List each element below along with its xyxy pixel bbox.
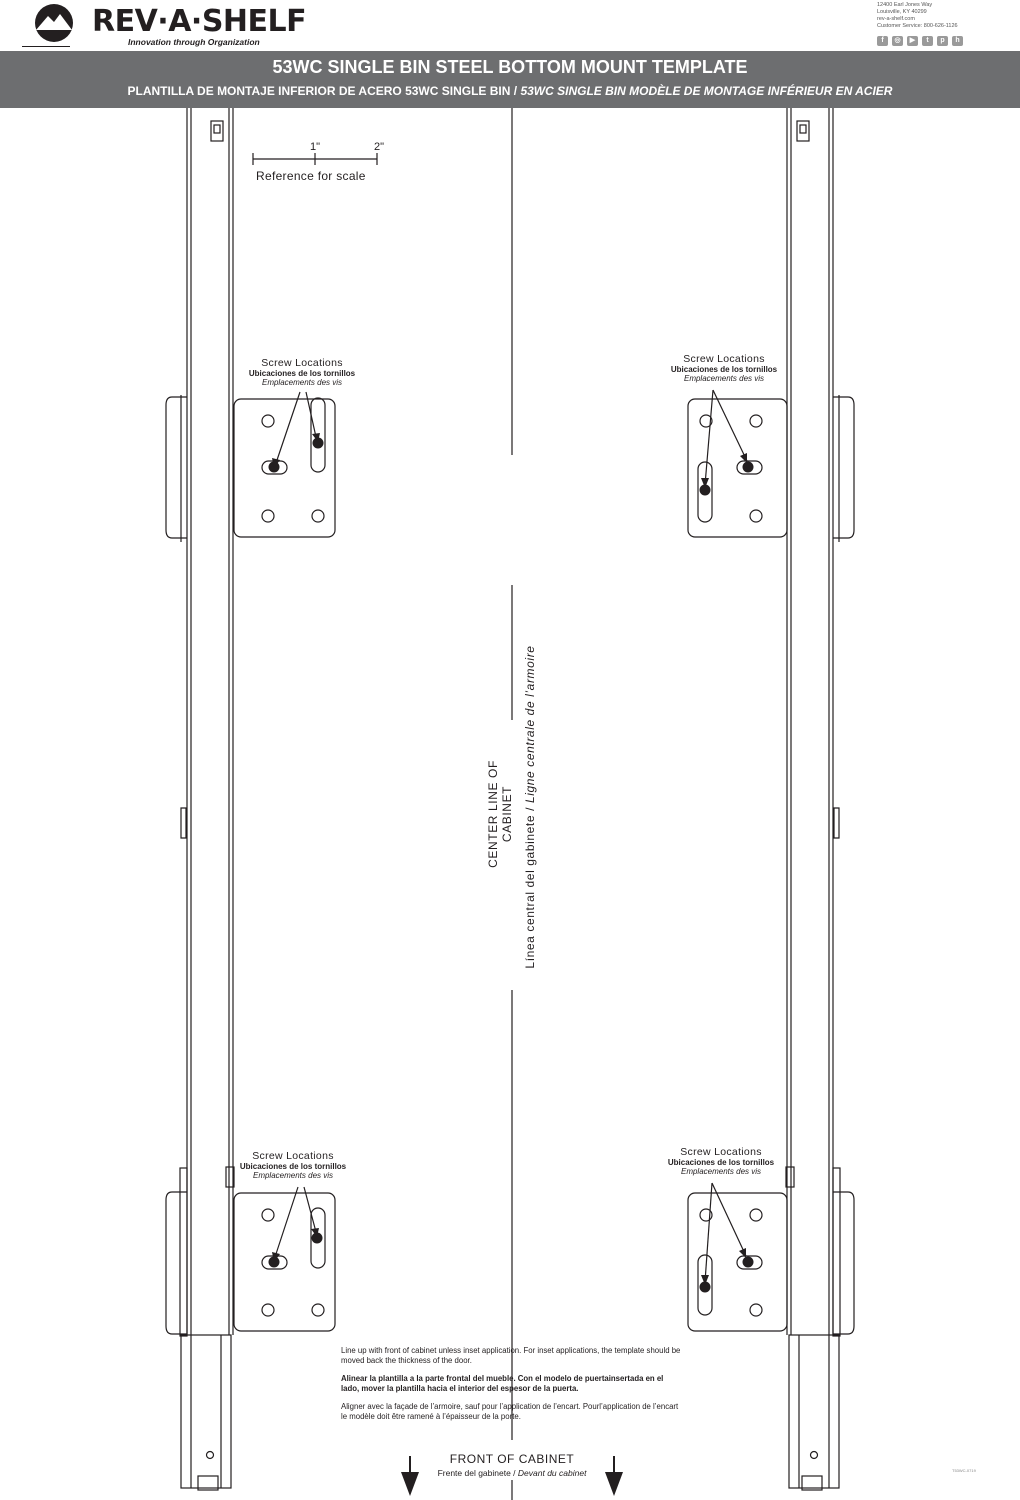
- screw-label-es: Ubicaciones de los tornillos: [239, 1162, 347, 1171]
- front-separator: /: [510, 1468, 518, 1478]
- subtitle-separator: /: [510, 84, 521, 98]
- centerline-separator: /: [523, 803, 537, 815]
- brand-name: REV·A·SHELF: [92, 4, 307, 39]
- centerline-label-fr: Ligne centrale de l’armoire: [523, 645, 537, 804]
- screw-label-fr: Emplacements des vis: [261, 378, 343, 387]
- centerline-label-en: CENTER LINE OF CABINET: [486, 760, 514, 868]
- youtube-icon[interactable]: ▶: [907, 36, 918, 46]
- twitter-icon[interactable]: t: [922, 36, 933, 46]
- contact-website[interactable]: rev-a-shelf.com: [877, 16, 915, 22]
- subtitle-fr: 53WC SINGLE BIN MODÈLE DE MONTAGE INFÉRIEUR EN ACIER: [520, 84, 893, 98]
- contact-city: Louisville, KY 40299: [877, 9, 927, 15]
- note-en: Line up with front of cabinet unless inset application. For inset applications, the template should be moved back the thickness of the door.: [341, 1346, 681, 1365]
- front-fr: Devant du cabinet: [517, 1468, 587, 1478]
- contact-address: 12400 Earl Jones Way: [877, 2, 933, 8]
- note-es: Alinear la plantilla a la parte frontal del mueble. Con el modelo de puertainsertada en el lado, mover la plantilla hacia el interior del espesor de la puerta.: [341, 1374, 664, 1393]
- facebook-icon[interactable]: f: [877, 36, 888, 46]
- front-es: Frente del gabinete: [437, 1468, 511, 1478]
- scale-caption: Reference for scale: [256, 169, 366, 183]
- front-of-cabinet-sub: [382, 1468, 642, 1478]
- screw-label-en: Screw Locations: [683, 353, 765, 365]
- screw-label-top-right: [624, 353, 824, 383]
- contact-phone: Customer Service: 800-626-1126: [877, 23, 958, 29]
- houzz-icon[interactable]: h: [952, 36, 963, 46]
- screw-label-es: Ubicaciones de los tornillos: [667, 1158, 775, 1167]
- brand-tagline: Innovation through Organization: [128, 37, 260, 47]
- screw-label-fr: Emplacements des vis: [683, 374, 765, 383]
- screw-label-fr: Emplacements des vis: [680, 1167, 762, 1176]
- screw-label-en: Screw Locations: [261, 357, 343, 369]
- front-of-cabinet-label: FRONT OF CABINET: [449, 1452, 575, 1466]
- scale-mark-2: 2": [374, 141, 385, 153]
- screw-label-es: Ubicaciones de los tornillos: [670, 365, 778, 374]
- screw-label-en: Screw Locations: [680, 1146, 762, 1158]
- instagram-icon[interactable]: ◎: [892, 36, 903, 46]
- centerline-label-es: Línea central del gabinete: [523, 814, 537, 969]
- screw-label-en: Screw Locations: [252, 1150, 334, 1162]
- installation-notes: [341, 1346, 681, 1430]
- screw-label-bottom-left: [193, 1150, 393, 1180]
- page-title: 53WC SINGLE BIN STEEL BOTTOM MOUNT TEMPLATE: [272, 57, 748, 77]
- subtitle-es: PLANTILLA DE MONTAJE INFERIOR DE ACERO 53WC SINGLE BIN: [127, 84, 511, 98]
- document-code: T53WC-0719: [952, 1468, 976, 1473]
- screw-label-es: Ubicaciones de los tornillos: [248, 369, 356, 378]
- screw-label-top-left: [202, 357, 402, 387]
- screw-label-bottom-right: [621, 1146, 821, 1176]
- centerline-label-alt: [523, 617, 537, 997]
- scale-mark-1: 1": [310, 141, 321, 153]
- note-fr: Aligner avec la façade de l’armoire, sauf pour l’application de l’encart. Pourl’application de l’encart le modèle doit être ramené à l’épaisseur de la porte.: [341, 1402, 679, 1421]
- screw-label-fr: Emplacements des vis: [252, 1171, 334, 1180]
- pinterest-icon[interactable]: p: [937, 36, 948, 46]
